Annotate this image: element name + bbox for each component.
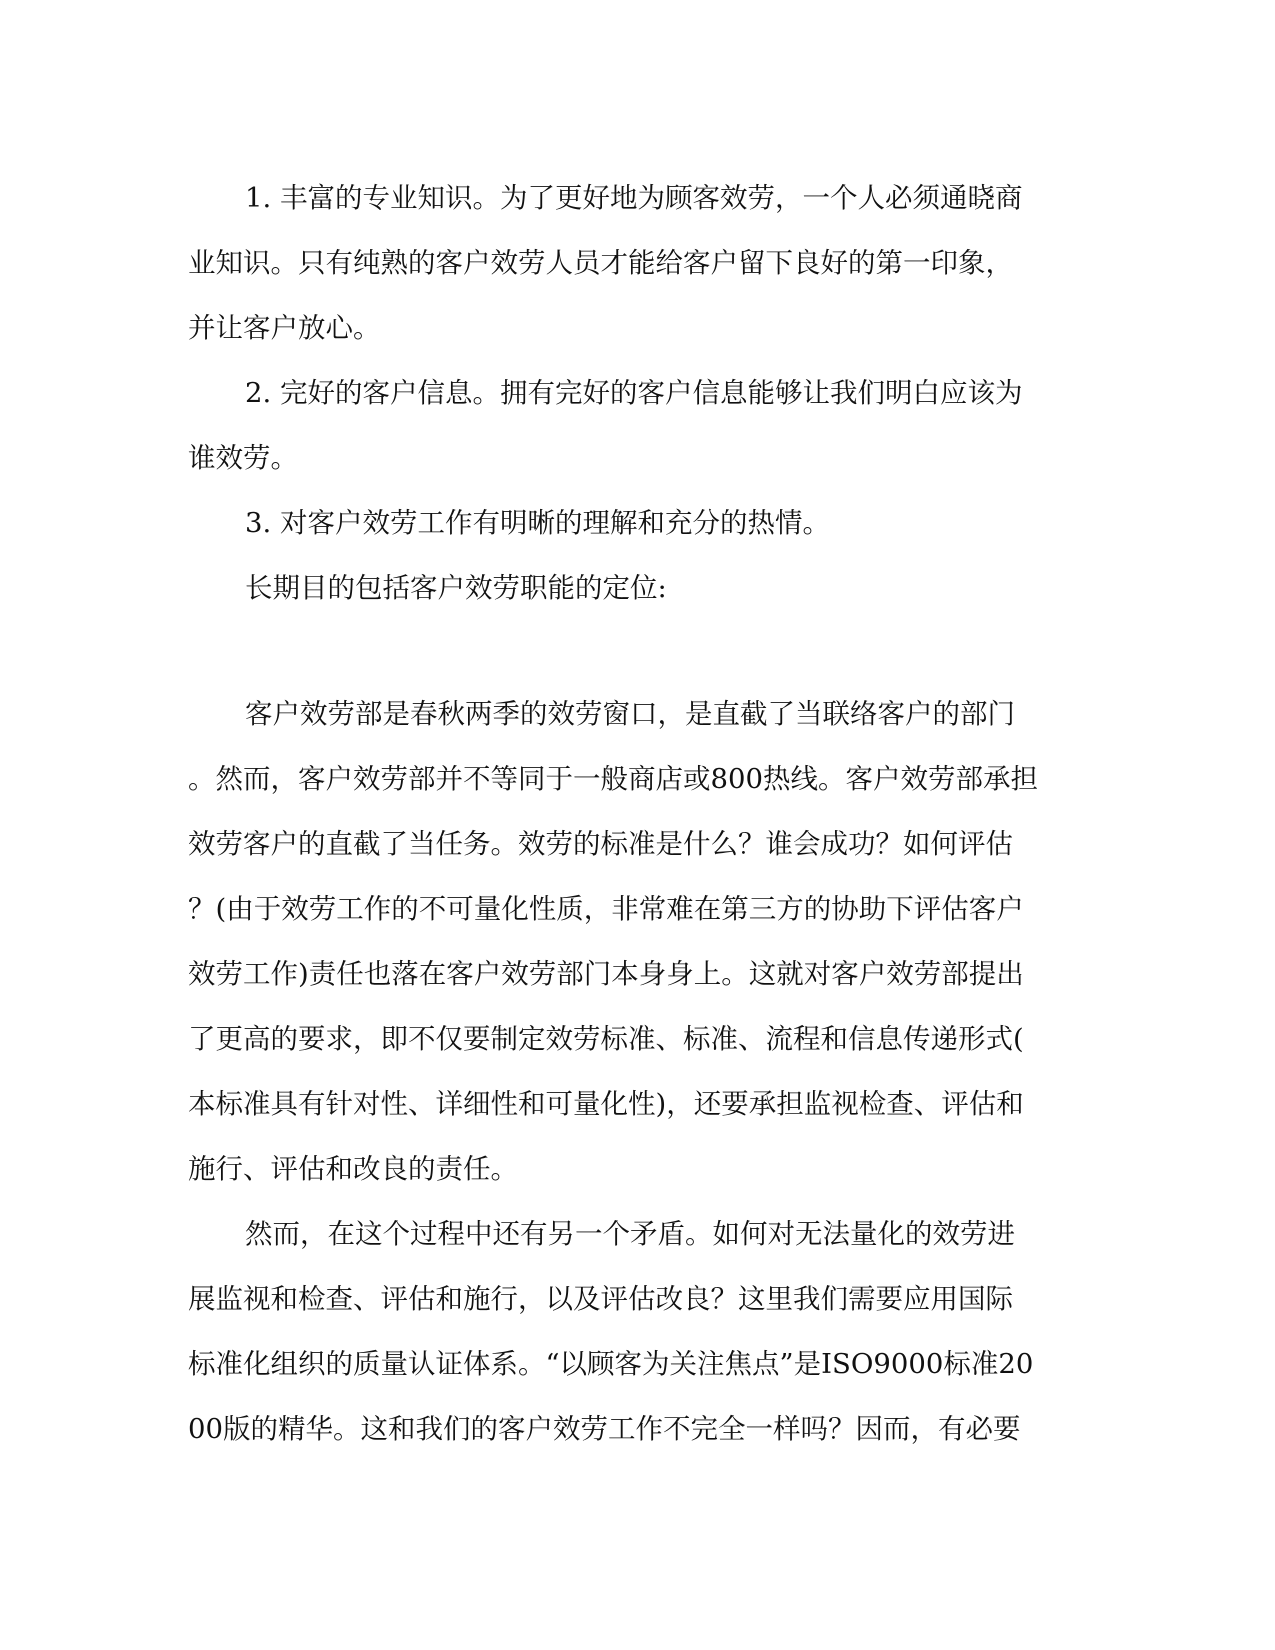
list-item-1-line-1: 1. 丰富的专业知识。为了更好地为顾客效劳，一个人必须通晓商 bbox=[245, 182, 1023, 214]
list-item-3: 3. 对客户效劳工作有明晰的理解和充分的热情。 bbox=[245, 507, 830, 539]
list-item-1-line-3: 并让客户放心。 bbox=[188, 312, 381, 344]
paragraph-1-line-1: 客户效劳部是春秋两季的效劳窗口，是直截了当联络客户的部门 bbox=[245, 698, 1015, 730]
paragraph-2-line-1: 然而，在这个过程中还有另一个矛盾。如何对无法量化的效劳进 bbox=[245, 1218, 1015, 1250]
document-body bbox=[188, 166, 1088, 1462]
paragraph-1-line-8: 施行、评估和改良的责任。 bbox=[188, 1153, 518, 1185]
paragraph-1-line-5: 效劳工作)责任也落在客户效劳部门本身身上。这就对客户效劳部提出 bbox=[188, 958, 1024, 990]
paragraph-1-line-2: 。然而，客户效劳部并不等同于一般商店或800热线。客户效劳部承担 bbox=[188, 763, 1038, 795]
paragraph-2-line-4: 00版的精华。这和我们的客户效劳工作不完全一样吗？因而，有必要 bbox=[188, 1413, 1021, 1445]
paragraph-1-line-7: 本标准具有针对性、详细性和可量化性)，还要承担监视检查、评估和 bbox=[188, 1088, 1024, 1120]
paragraph-1-line-3: 效劳客户的直截了当任务。效劳的标准是什么？谁会成功？如何评估 bbox=[188, 828, 1013, 860]
paragraph-1-line-6: 了更高的要求，即不仅要制定效劳标准、标准、流程和信息传递形式( bbox=[188, 1023, 1024, 1055]
list-item-2-line-2: 谁效劳。 bbox=[188, 442, 298, 474]
paragraph-gap bbox=[188, 621, 1088, 682]
paragraph-2-line-2: 展监视和检查、评估和施行，以及评估改良？这里我们需要应用国际 bbox=[188, 1283, 1013, 1315]
paragraph-1-line-4: ？(由于效劳工作的不可量化性质，非常难在第三方的协助下评估客户 bbox=[188, 893, 1024, 925]
list-item-1-line-2: 业知识。只有纯熟的客户效劳人员才能给客户留下良好的第一印象， bbox=[188, 247, 1013, 279]
paragraph-2-line-3: 标准化组织的质量认证体系。“以顾客为关注焦点”是ISO9000标准20 bbox=[188, 1348, 1034, 1380]
section-heading: 长期目的包括客户效劳职能的定位: bbox=[245, 572, 667, 604]
list-item-2-line-1: 2. 完好的客户信息。拥有完好的客户信息能够让我们明白应该为 bbox=[245, 377, 1023, 409]
